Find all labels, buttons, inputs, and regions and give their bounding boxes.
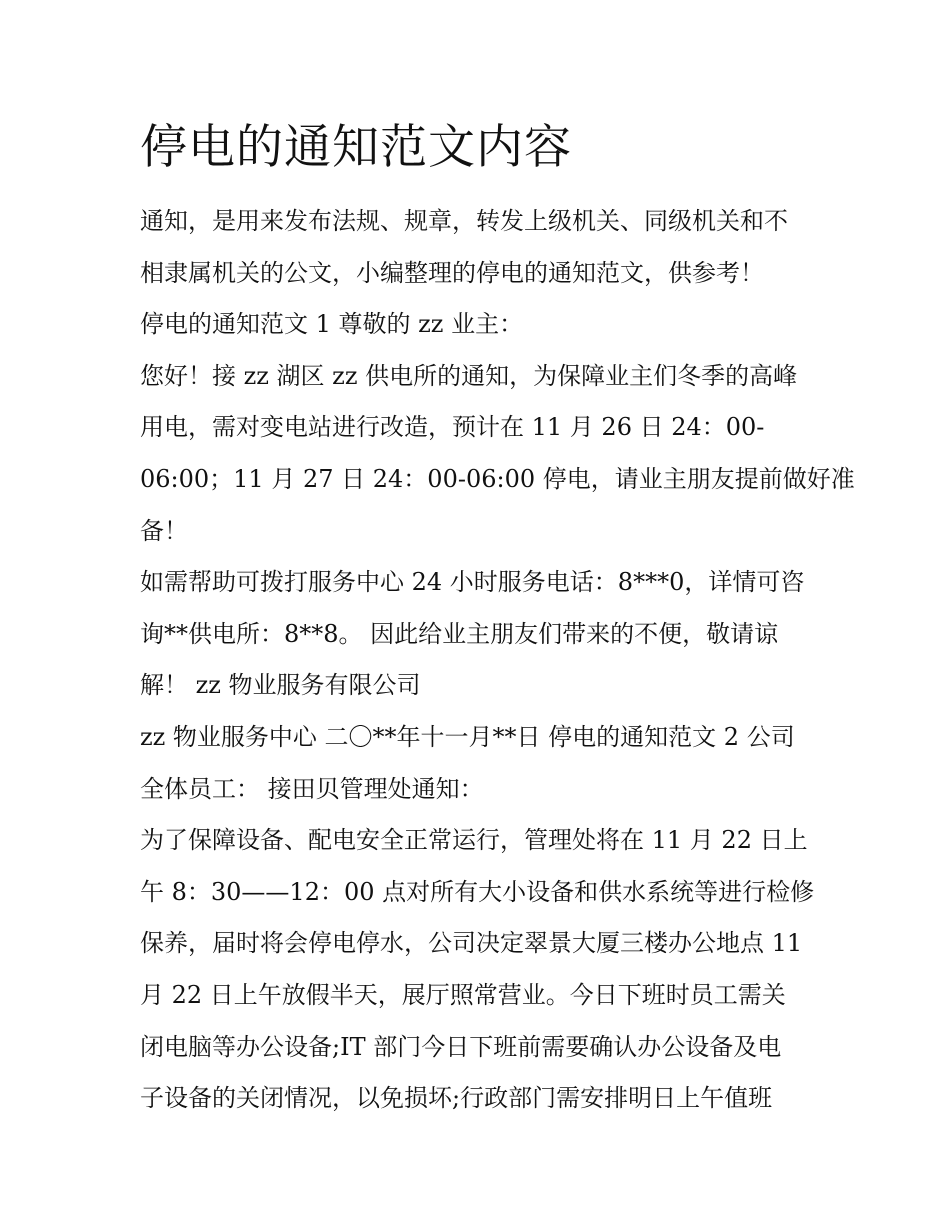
body-line: 月 22 日上午放假半天，展厅照常营业。今日下班时员工需关 [140, 980, 786, 1009]
body-line: 相隶属机关的公文，小编整理的停电的通知范文，供参考！ [140, 258, 764, 287]
document-body [140, 196, 855, 1125]
body-line: 如需帮助可拨打服务中心 24 小时服务电话：8***0，详情可咨 [140, 568, 805, 597]
body-line: zz 物业服务中心 二〇**年十一月**日 停电的通知范文 2 公司 [140, 722, 795, 751]
body-line: 停电的通知范文 1 尊敬的 zz 业主： [140, 310, 524, 339]
body-line: 您好！接 zz 湖区 zz 供电所的通知，为保障业主们冬季的高峰 [140, 361, 798, 390]
body-line: 为了保障设备、配电安全正常运行，管理处将在 11 月 22 日上 [140, 826, 808, 855]
body-line: 闭电脑等办公设备;IT 部门今日下班前需要确认办公设备及电 [140, 1032, 782, 1061]
body-line: 询**供电所：8**8。 因此给业主朋友们带来的不便，敬请谅 [140, 619, 779, 648]
document-title: 停电的通知范文内容 [140, 120, 572, 175]
body-line: 06:00；11 月 27 日 24：00-06:00 停电，请业主朋友提前做好准 [140, 464, 855, 493]
body-line: 午 8：30——12：00 点对所有大小设备和供水系统等进行检修 [140, 877, 815, 906]
body-line: 全体员工： 接田贝管理处通知： [140, 774, 484, 803]
body-line: 通知，是用来发布法规、规章，转发上级机关、同级机关和不 [140, 207, 788, 235]
body-line: 备！ [140, 516, 188, 545]
body-line: 解！ zz 物业服务有限公司 [140, 671, 421, 700]
body-line: 用电，需对变电站进行改造，预计在 11 月 26 日 24：00- [140, 413, 765, 442]
body-line: 保养，届时将会停电停水，公司决定翠景大厦三楼办公地点 11 [140, 929, 803, 958]
body-line: 子设备的关闭情况，以免损坏;行政部门需安排明日上午值班 [140, 1084, 773, 1113]
